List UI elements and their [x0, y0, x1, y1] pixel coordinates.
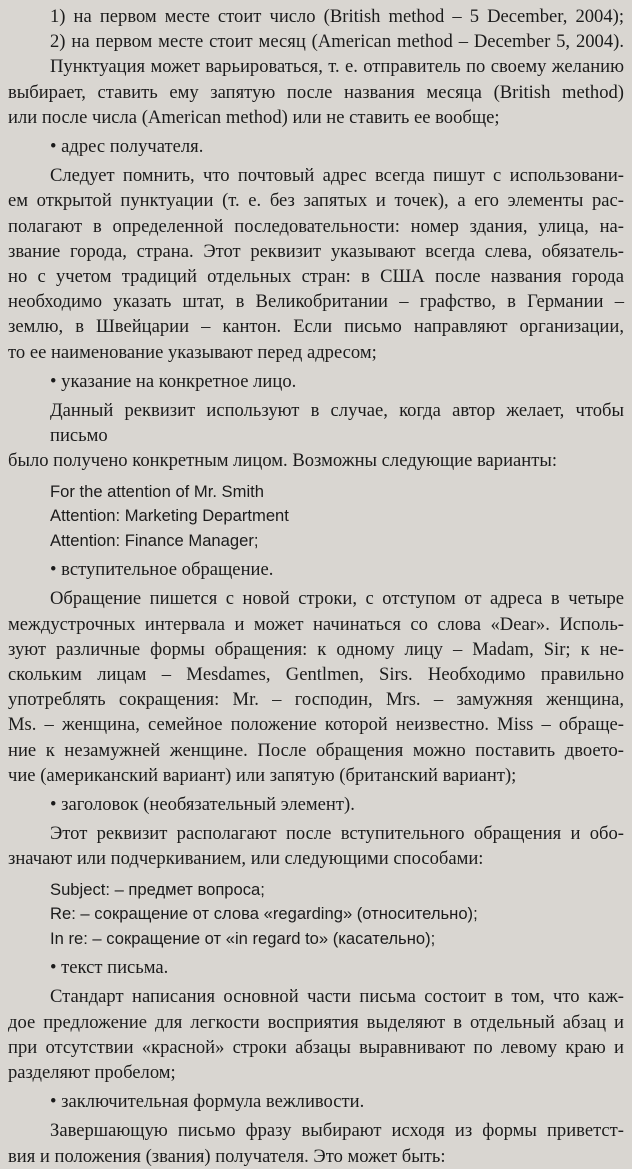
- text-line: но с учетом традиций отдельных стран: в США после названия города: [8, 266, 624, 288]
- text-line: чие (американский вариант) или запятую (британский вариант);: [8, 764, 517, 786]
- text-line: выбирает, ставить ему запятую после названия месяца (British method): [8, 81, 624, 103]
- text-line: ние к незамужней женщине. После обращения можно поставить двоето-: [8, 739, 624, 761]
- text-line: Этот реквизит располагают после вступительного обращения и обо-: [50, 823, 624, 845]
- text-line: зуют различные формы обращения: к одному лицу – Madam, Sir; к не-: [8, 638, 624, 660]
- example-line: Re: – сокращение от слова «regarding» (относительно);: [50, 904, 478, 924]
- text-line: Стандарт написания основной части письма состоит в том, что каж-: [50, 986, 624, 1008]
- bullet-item-specific-person: • указание на конкретное лицо.: [8, 369, 624, 394]
- text-line: полагают в определенной последовательности: номер здания, улица, на-: [8, 215, 624, 237]
- text-line: Пунктуация может варьироваться, т. е. отправитель по своему желанию: [50, 56, 624, 78]
- text-line: скольким лицам – Mesdames, Gentlmen, Sirs. Необходимо правильно: [8, 663, 624, 685]
- text-line: звание города, страна. Этот реквизит указывают всегда слева, обязатель-: [8, 240, 624, 262]
- text-line: 1) на первом месте стоит число (British method – 5 December, 2004);: [50, 6, 624, 27]
- text-line: Обращение пишется с новой строки, с отступом от адреса в четыре: [50, 588, 624, 610]
- text-line: необходимо указать штат, в Великобритании – графство, в Германии –: [8, 291, 624, 313]
- text-line: междустрочных интервала и может начинаться со слова «Dear». Исполь-: [8, 613, 624, 635]
- text-line: Данный реквизит используют в случае, когда автор желает, чтобы письмо: [50, 400, 624, 447]
- text-line: или после числа (American method) или не ставить ее вообще;: [8, 106, 500, 128]
- text-line: значают или подчеркиванием, или следующими способами:: [8, 848, 484, 870]
- text-line: ем открытой пунктуации (т. е. без запятых и точек), а его элементы рас-: [8, 190, 624, 212]
- example-line: For the attention of Mr. Smith: [50, 481, 264, 501]
- text-line: было получено конкретным лицом. Возможны следующие варианты:: [8, 450, 558, 472]
- text-line: Завершающую письмо фразу выбирают исходя из формы приветст-: [50, 1120, 624, 1142]
- text-line: то ее наименование указывают перед адресом;: [8, 341, 377, 363]
- bullet-item-letter-body: • текст письма.: [8, 955, 624, 980]
- text-line: употреблять сокращения: Mr. – господин, Mrs. – замужняя женщина,: [8, 689, 624, 711]
- text-line: разделяют пробелом;: [8, 1061, 176, 1083]
- example-line: Subject: – предмет вопроса;: [50, 879, 265, 899]
- text-line: Следует помнить, что почтовый адрес всегда пишут с использовани-: [50, 165, 624, 187]
- example-line: Attention: Finance Manager;: [50, 530, 259, 550]
- text-line: дое предложение для легкости восприятия выделяют в отдельный абзац и: [8, 1011, 624, 1033]
- text-line: землю, в Швейцарии – кантон. Если письмо направляют организации,: [8, 316, 624, 338]
- bullet-item-subject-line: • заголовок (необязательный элемент).: [8, 792, 624, 817]
- bullet-item-salutation: • вступительное обращение.: [8, 557, 624, 582]
- text-line: при отсутствии «красной» строки абзацы выравнивают по левому краю и: [8, 1036, 624, 1058]
- bullet-item-recipient-address: • адрес получателя.: [8, 134, 624, 159]
- example-line: Attention: Marketing Department: [50, 506, 289, 526]
- example-line: In re: – сокращение от «in regard to» (касательно);: [50, 928, 436, 948]
- text-line: Ms. – женщина, семейное положение которой неизвестно. Miss – обраще-: [8, 714, 624, 736]
- bullet-item-closing: • заключительная формула вежливости.: [8, 1089, 624, 1114]
- text-line: вия и положения (звания) получателя. Это может быть:: [8, 1145, 446, 1167]
- text-line: 2) на первом месте стоит месяц (American method – December 5, 2004).: [50, 31, 624, 53]
